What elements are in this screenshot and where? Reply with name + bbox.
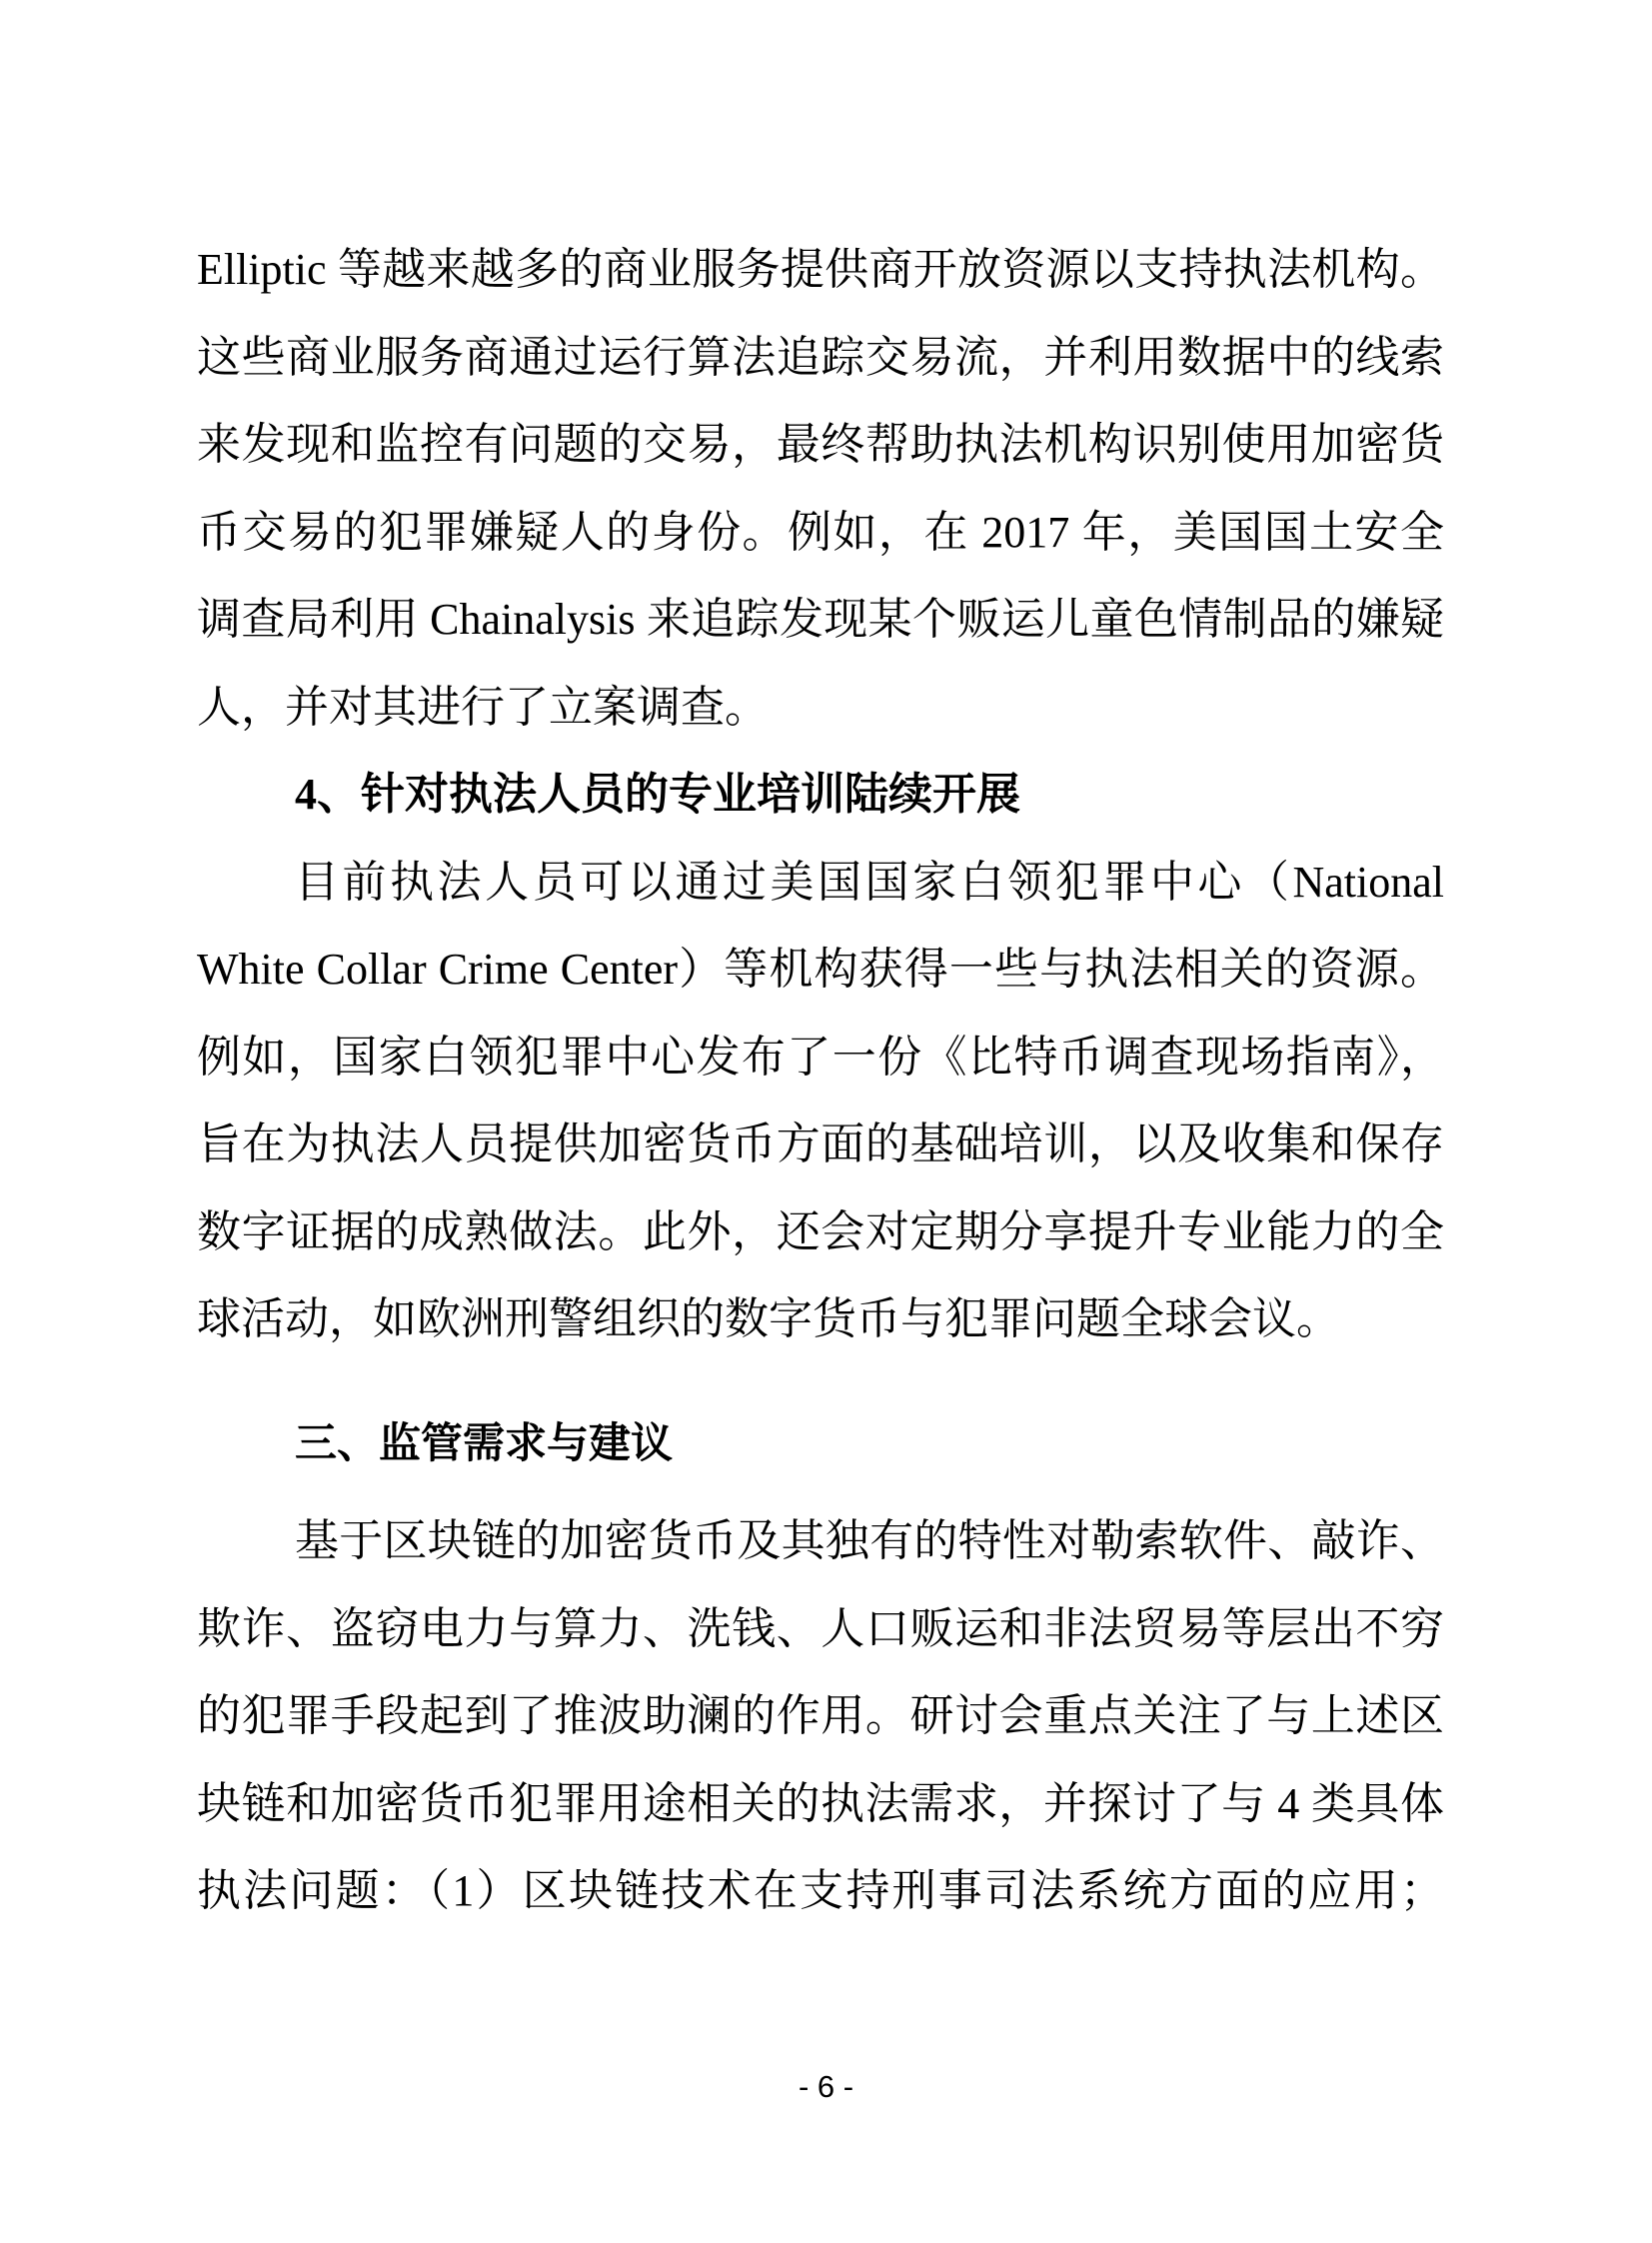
body-text-line: 的犯罪手段起到了推波助澜的作用。研讨会重点关注了与上述区 (197, 1691, 1444, 1740)
body-text-line: 球活动，如欧洲刑警组织的数字货币与犯罪问题全球会议。 (197, 1294, 1340, 1343)
body-text-line: 目前执法人员可以通过美国国家白领犯罪中心（National (295, 857, 1444, 907)
body-text-line: 币交易的犯罪嫌疑人的身份。例如，在 2017 年，美国国土安全 (197, 507, 1444, 557)
body-text-line: 调查局利用 Chainalysis 来追踪发现某个贩运儿童色情制品的嫌疑 (197, 595, 1444, 644)
page-number-footer: - 6 - (798, 2069, 854, 2104)
body-text-line: 来发现和监控有问题的交易，最终帮助执法机构识别使用加密货 (197, 420, 1444, 469)
body-text-line: 块链和加密货币犯罪用途相关的执法需求，并探讨了与 4 类具体 (197, 1778, 1444, 1828)
section-heading: 三、监管需求与建议 (295, 1418, 674, 1466)
body-text-line: 这些商业服务商通过运行算法追踪交易流，并利用数据中的线索 (197, 332, 1444, 382)
body-text-line: Elliptic 等越来越多的商业服务提供商开放资源以支持执法机构。 (197, 245, 1444, 294)
body-text-line: 数字证据的成熟做法。此外，还会对定期分享提升专业能力的全 (197, 1206, 1444, 1256)
body-text-line: 例如，国家白领犯罪中心发布了一份《比特币调查现场指南》， (197, 1032, 1444, 1082)
body-text-line: 旨在为执法人员提供加密货币方面的基础培训，以及收集和保存 (197, 1120, 1444, 1168)
body-text-line: 基于区块链的加密货币及其独有的特性对勒索软件、敲诈、 (295, 1516, 1444, 1565)
body-text-line: 执法问题：（1）区块链技术在支持刑事司法系统方面的应用； (197, 1866, 1444, 1915)
body-text-line: 人，并对其进行了立案调查。 (197, 682, 769, 732)
body-text-line: White Collar Crime Center）等机构获得一些与执法相关的资源。 (197, 945, 1444, 994)
text-block (197, 226, 1444, 1935)
body-text-line: 欺诈、盗窃电力与算力、洗钱、人口贩运和非法贸易等层出不穷 (197, 1603, 1444, 1653)
subsection-heading: 4、针对执法人员的专业培训陆续开展 (295, 770, 1020, 819)
